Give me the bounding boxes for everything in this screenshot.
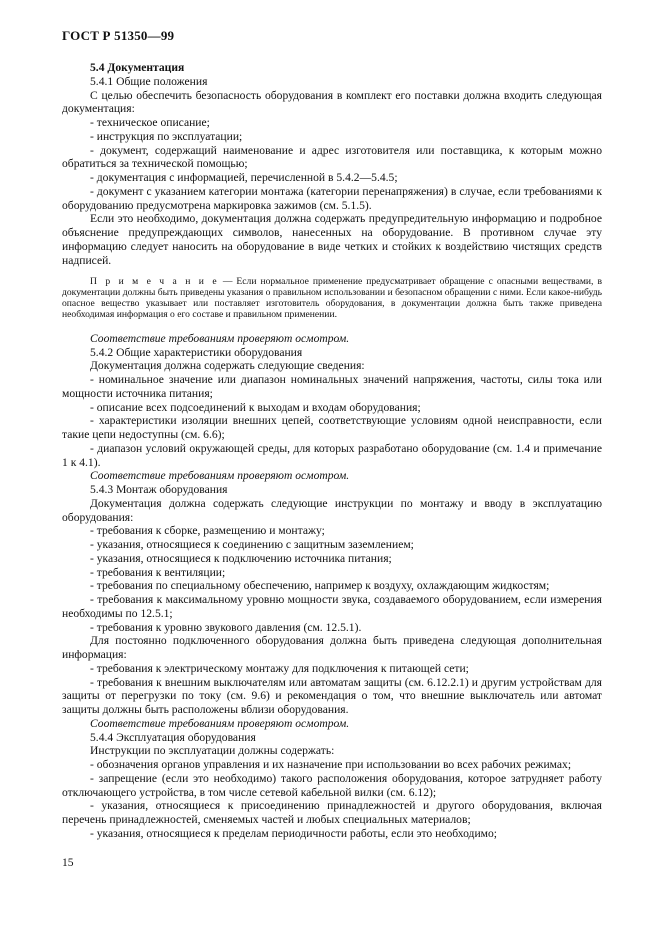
paragraph: - характеристики изоляции внешних цепей, соответствующие условиям одной неисправности, если такие цепи недоступны (см. 6.6);: [62, 414, 602, 442]
paragraph: - требования к электрическому монтажу для подключения к питающей сети;: [90, 661, 469, 675]
compliance-note: Соответствие требованиям проверяют осмотром.: [90, 716, 350, 730]
paragraph: - требования к сборке, размещению и монтажу;: [90, 524, 325, 538]
paragraph: - указания, относящиеся к соединению с защитным заземлением;: [90, 538, 414, 552]
paragraph: - требования к максимальному уровню мощности звука, создаваемого оборудованием, если измерения необходимы по 12.5.1;: [62, 593, 602, 620]
paragraph: - диапазон условий окружающей среды, для которых разработано оборудование (см. 1.4 и примечание 1 к 4.1).: [62, 441, 602, 469]
page-number: 15: [62, 856, 74, 869]
paragraph: Инструкции по эксплуатации должны содержать:: [90, 744, 335, 758]
paragraph: - инструкция по эксплуатации;: [90, 129, 243, 143]
paragraph: Документация должна содержать следующие инструкции по монтажу и вводу в эксплуатацию оборудования:: [62, 496, 602, 524]
paragraph: Для постоянно подключенного оборудования должна быть приведена следующая дополнительная информация:: [62, 634, 602, 662]
compliance-note: Соответствие требованиям проверяют осмотром.: [90, 469, 350, 483]
paragraph: - запрещение (если это необходимо) такого расположения оборудования, которое затрудняет работу отключающего устройства, в том числе сетевой кабельной вилки (см. 6.12);: [62, 771, 602, 799]
compliance-note: Соответствие требованиям проверяют осмотром.: [90, 331, 350, 345]
paragraph: - номинальное значение или диапазон номинальных значений напряжения, частоты, силы тока или мощности источника питания;: [62, 373, 602, 400]
paragraph: - описание всех подсоединений к выходам и входам оборудования;: [90, 400, 421, 414]
note-text: — Если нормальное применение предусматривает обращение с опасными веществами, в документации должны быть приведены указания о правильном использовании и безопасном обращении с ними. Если какое-нибудь опасное вещество указывает или поставляет изготовитель оборудования, в документации должна быть также приведена необходимая информация о его составе и правильном применении.: [62, 276, 602, 320]
paragraph: - документ, содержащий наименование и адрес изготовителя или поставщика, к которым можно обратиться за технической помощью;: [62, 143, 602, 171]
document-page: [62, 28, 602, 841]
paragraph: С целью обеспечить безопасность оборудования в комплект его поставки должна входить следующая документация:: [62, 88, 602, 116]
paragraph: - указания, относящиеся к присоединению принадлежностей и другого оборудования, включая перечень принадлежностей, сменяемых частей и любых специальных материалов;: [62, 799, 602, 827]
section-heading: 5.4 Документация: [90, 61, 185, 74]
paragraph: - требования к уровню звукового давления (см. 12.5.1).: [90, 620, 362, 634]
paragraph: - документация с информацией, перечисленной в 5.4.2—5.4.5;: [90, 171, 398, 184]
paragraph: 5.4.3 Монтаж оборудования: [90, 483, 228, 497]
paragraph: - указания, относящиеся к подключению источника питания;: [90, 551, 392, 565]
paragraph: 5.4.1 Общие положения: [90, 74, 208, 88]
paragraph: - техническое описание;: [90, 116, 210, 129]
paragraph: - требования к вентиляции;: [90, 565, 226, 579]
paragraph: - указания, относящиеся к пределам периодичности работы, если это необходимо;: [90, 826, 498, 840]
document-body: [62, 61, 602, 841]
paragraph: - обозначения органов управления и их назначение при использовании во всех рабочих режимах;: [90, 758, 572, 772]
note-label: П р и м е ч а н и е: [90, 276, 219, 288]
paragraph: 5.4.4 Эксплуатация оборудования: [90, 730, 256, 744]
paragraph: Если это необходимо, документация должна содержать предупредительную информацию и подробное объяснение предупреждающих символов, нанесенных на оборудование. В противном случае эту информацию следует наносить на оборудование в виде четких и стойких к воздействию чистящих средств надписей.: [62, 212, 602, 267]
document-header: ГОСТ Р 51350—99: [62, 28, 175, 43]
paragraph: - требования по специальному обеспечению, например к воздуху, охлаждающим жидкостям;: [90, 579, 550, 593]
paragraph: Документация должна содержать следующие сведения:: [90, 359, 365, 373]
note-paragraph: [62, 277, 602, 321]
paragraph: 5.4.2 Общие характеристики оборудования: [90, 345, 303, 359]
paragraph: - документ с указанием категории монтажа (категории перенапряжения) в случае, если требованиями к оборудованию предусмотрена маркировка зажимов (см. 5.1.5).: [62, 184, 602, 212]
paragraph: - требования к внешним выключателям или автоматам защиты (см. 6.12.2.1) и другим устройствам для защиты от перегрузки по току (см. 9.6) и рекомендация о том, что внешние выключатель или автомат защиты должны быть расположены вблизи оборудования.: [62, 675, 602, 717]
